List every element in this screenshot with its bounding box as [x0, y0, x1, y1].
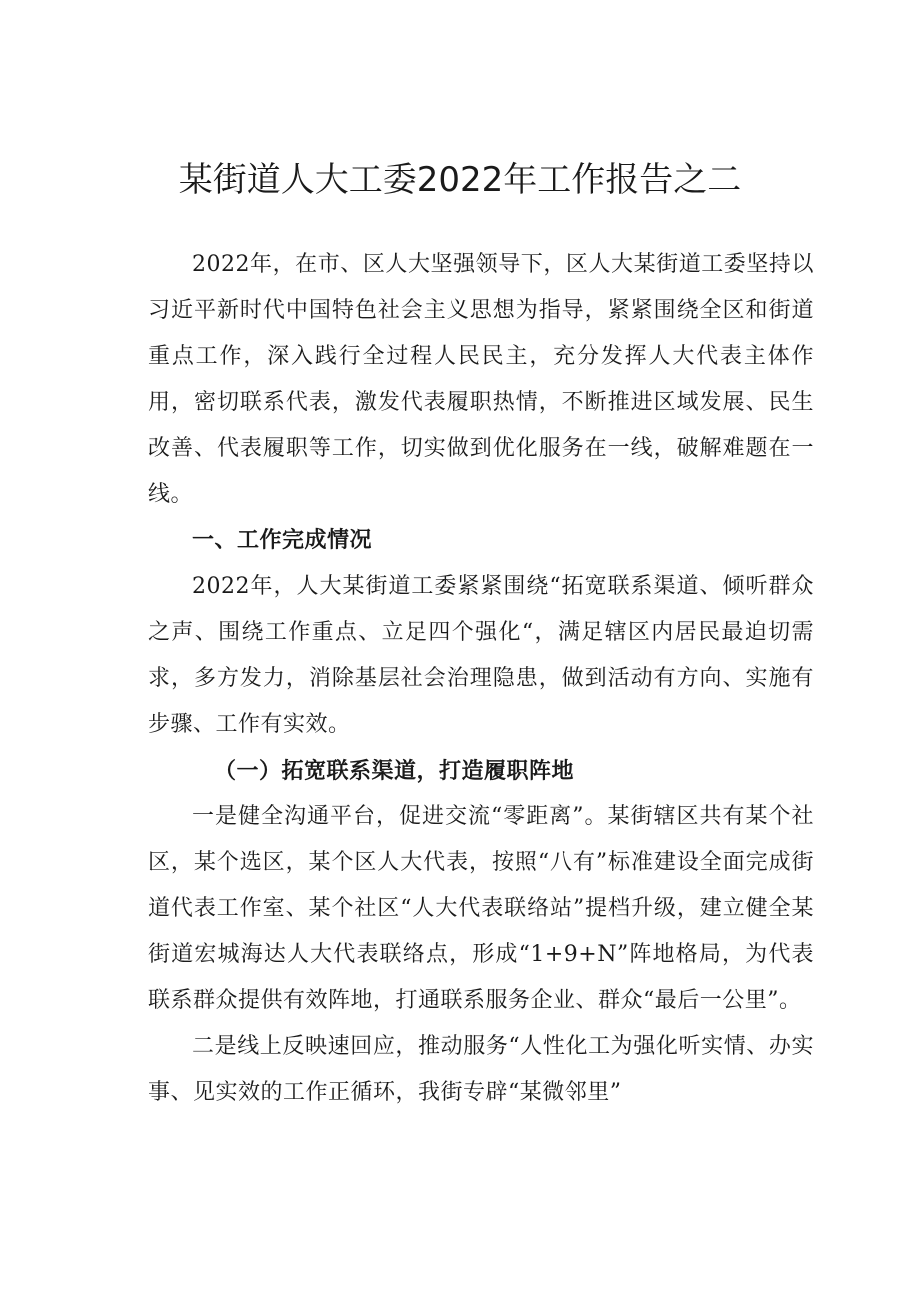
- subsection-heading: （一）拓宽联系渠道，打造履职阵地: [214, 758, 575, 784]
- point-one-paragraph: 一是健全沟通平台，促进交流“零距离”。某街辖区共有某个社区，某个选区，某个区人大代表，按照“八有”标准建设全面完成街道代表工作室、某个社区“人大代表联络站”提档升级，建立健全某街道宏城海达人大代表联络点，形成“1+9+N”阵地格局，为代表联系群众提供有效阵地，打通联系服务企业、群众“最后一公里”。: [148, 804, 814, 1013]
- point-two-paragraph: 二是线上反映速回应，推动服务“人性化工为强化听实情、办实事、见实效的工作正循环，我街专辟“某微邻里”: [148, 1034, 814, 1105]
- intro-paragraph: 2022年，在市、区人大坚强领导下，区人大某街道工委坚持以习近平新时代中国特色社会主义思想为指导，紧紧围绕全区和街道重点工作，深入践行全过程人民民主，充分发挥人大代表主体作用，密切联系代表，激发代表履职热情，不断推进区域发展、民生改善、代表履职等工作，切实做到优化服务在一线，破解难题在一线。: [148, 252, 814, 507]
- section-heading: 一、工作完成情况: [192, 528, 373, 553]
- document-title: 某街道人大工委2022年工作报告之二: [178, 160, 742, 200]
- section-paragraph: 2022年，人大某街道工委紧紧围绕“拓宽联系渠道、倾听群众之声、围绕工作重点、立足四个强化“，满足辖区内居民最迫切需求，多方发力，消除基层社会治理隐患，做到活动有方向、实施有步骤、工作有实效。: [148, 574, 814, 737]
- document-body: [148, 242, 814, 1116]
